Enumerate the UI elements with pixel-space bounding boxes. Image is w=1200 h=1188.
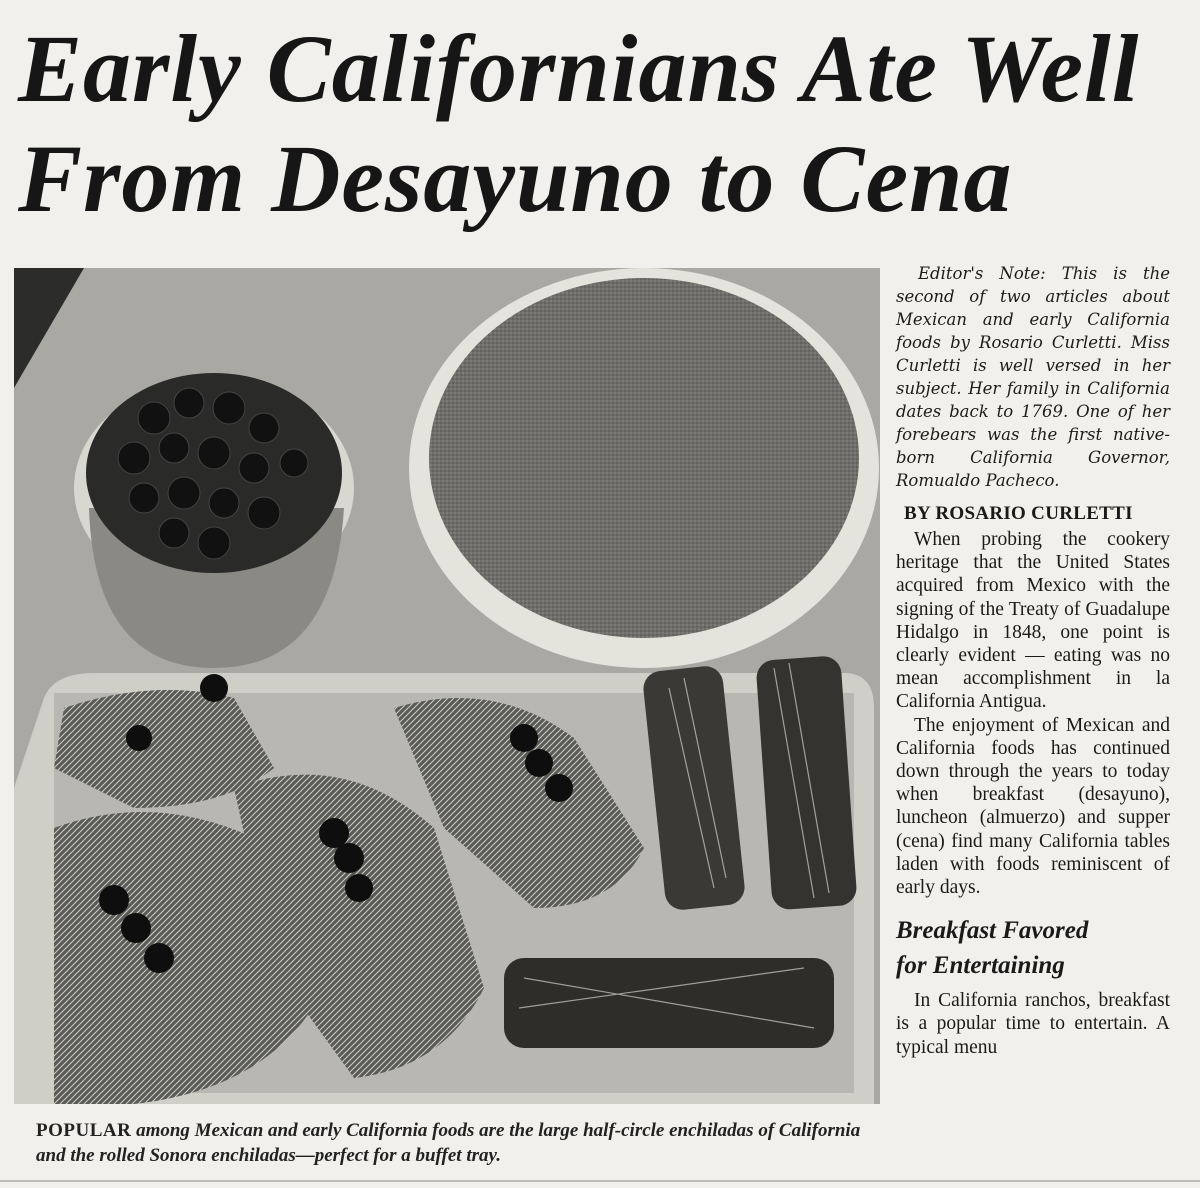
editor-note: Editor's Note: This is the second of two articles about Mexican and early California foods by Rosario Curletti. Miss Curletti is well versed in her subject. Her family in California dates back to 1769. One of her forebears was the first native-born California Governor, Romualdo Pacheco.: [896, 264, 1170, 490]
photo-caption: [36, 1118, 876, 1168]
subhead: [896, 913, 1170, 983]
food-photo: [14, 268, 880, 1104]
headline: [18, 14, 1178, 234]
bottom-rule: [0, 1180, 1200, 1182]
byline: BY ROSARIO CURLETTI: [904, 503, 1133, 524]
paragraph-3: In California ranchos, breakfast is a popular time to entertain. A typical menu: [896, 990, 1170, 1058]
headline-line-1: Early Californians Ate Well: [18, 15, 1140, 122]
subhead-line-2: for Entertaining: [896, 952, 1065, 980]
caption-lead: POPULAR: [36, 1120, 132, 1141]
paragraph-1: When probing the cookery heritage that the United States acquired from Mexico with the signing of the Treaty of Guadalupe Hidalgo in 1848, one point is clearly evident — eating was no mean accomplishment in la California Antigua.: [896, 529, 1170, 713]
headline-line-2: From Desayuno to Cena: [18, 125, 1013, 232]
caption-text: among Mexican and early California foods are the large half-circle enchiladas of California and the rolled Sonora enchiladas—perfect for a buffet tray.: [36, 1120, 861, 1166]
paragraph-2: The enjoyment of Mexican and California foods has continued down through the years to today when breakfast (desayuno), luncheon (almuerzo) and supper (cena) find many California tables laden with foods reminiscent of early days.: [896, 714, 1170, 899]
subhead-line-1: Breakfast Favored: [896, 917, 1089, 945]
article-column: [896, 262, 1170, 1059]
